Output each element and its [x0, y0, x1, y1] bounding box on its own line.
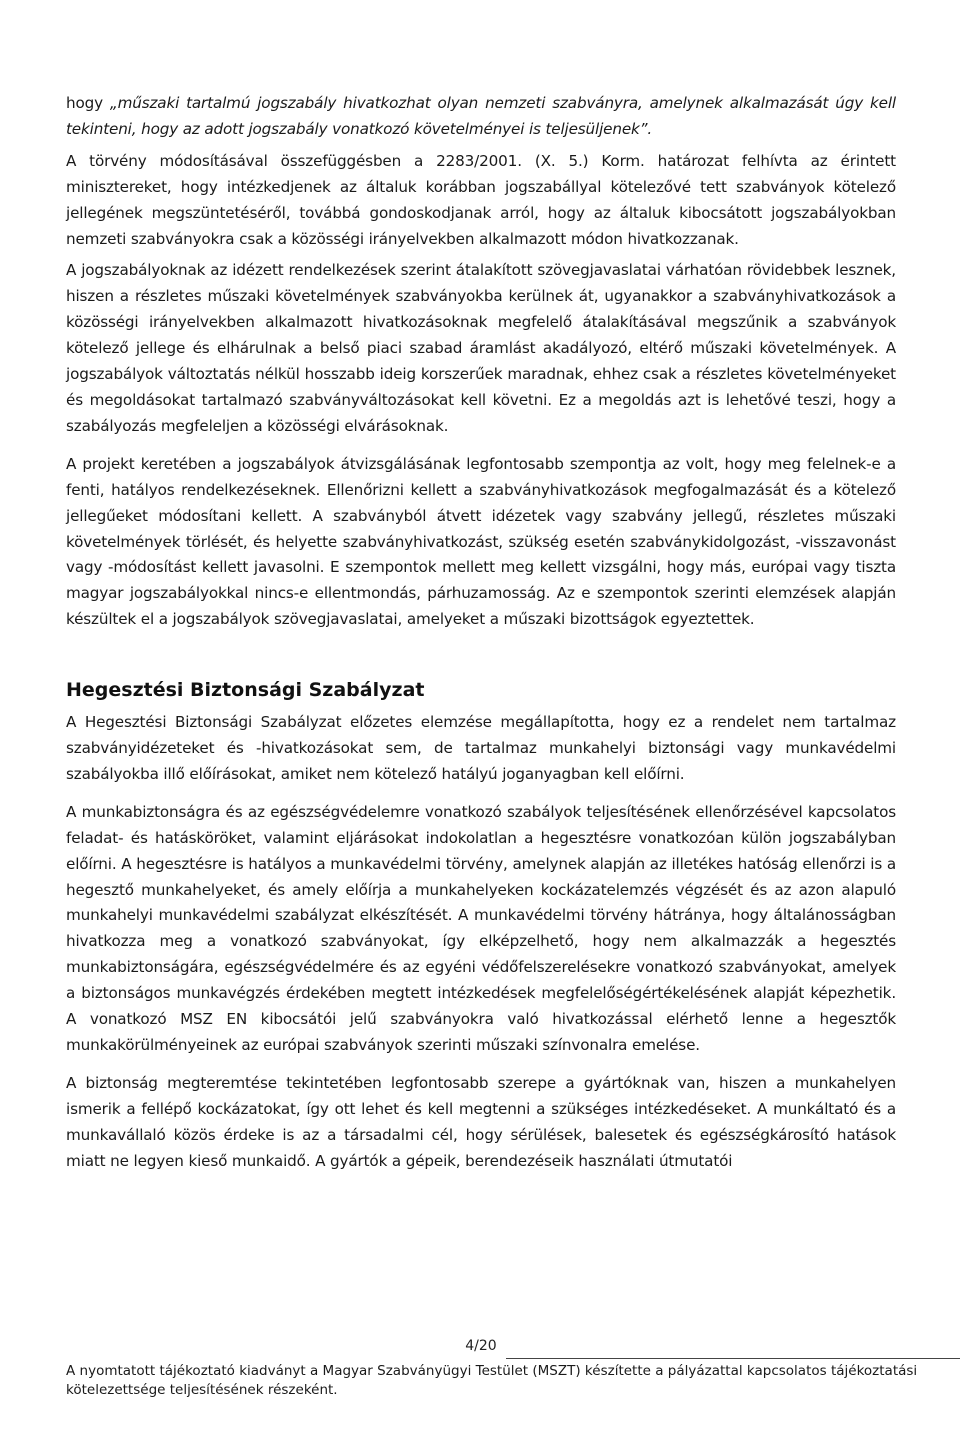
footer-divider	[506, 1358, 960, 1359]
section-paragraph: A biztonság megteremtése tekintetében legfontosabb szerepe a gyártóknak van, hiszen a munkahelyen ismerik a fellépő kockázatokat, így ott lehet és kell megtenni a szükséges intézkedéseket. A munkáltató és a munkavállaló közös érdeke is az a társadalmi cél, hogy sérülések, balesetek és egészségkárosító hatások miatt ne legyen kieső munkaidő. A gyártók a gépeik, berendezéseik használati útmutatói	[66, 1073, 896, 1170]
paragraph-intro-lead: hogy	[66, 94, 110, 112]
section-heading: Hegesztési Biztonsági Szabályzat	[66, 679, 425, 702]
section-paragraph: A Hegesztési Biztonsági Szabályzat előzetes elemzése megállapította, hogy ez a rendelet nem tartalmaz szabványidézeteket és -hivatkozásokat sem, de tartalmaz munkahelyi biztonsági vagy munkavédelmi szabályokba illő előírásokat, amiket nem kötelező hatályú joganyagban kell előírni.	[66, 713, 896, 783]
paragraph-amendment: A törvény módosításával összefüggésben a 2283/2001. (X. 5.) Korm. határozat felhívta az érintett minisztereket, hogy intézkedjenek az általuk korábban jogszabállyal kötelezővé tett szabványok kötelező jellegének megszüntetéséről, továbbá gondoskodjanak arról, hogy az általuk kibocsátott jogszabályokban nemzeti szabványokra csak a közösségi irányelvekben alkalmazott módon hivatkozzanak.	[66, 151, 896, 248]
page-footer	[66, 1338, 946, 1400]
paragraph-project-review: A projekt keretében a jogszabályok átvizsgálásának legfontosabb szempontja az volt, hogy meg felelnek-e a fenti, hatályos rendelkezéseknek. Ellenőrizni kellett a szabványhivatkozások megfogalmazását és a kötelező jellegűeket módosítani kellett. A szabványból átvett idézetek vagy szabvány jellegű, részletes műszaki követelmények törlését, és helyette szabványhivatkozást, szükség esetén szabványkidolgozást, -visszavonást vagy -módosítást kellett javasolni. E szempontok mellett meg kellett vizsgálni, hogy más, európai vagy tiszta magyar jogszabályokkal nincs-e ellentmondás, párhuzamosság. Az e szempontok szerinti elemzések alapján készültek el a jogszabályok szövegjavaslatai, amelyeket a műszaki bizottságok egyeztettek.	[66, 454, 896, 629]
paragraph-text-proposals: A jogszabályoknak az idézett rendelkezések szerint átalakított szövegjavaslatai várhatóan rövidebbek lesznek, hiszen a részletes műszaki követelmények szabványokba kerülnek át, ugyanakkor a szabványhivatkozások a közösségi irányelvekben alkalmazott hivatkozásoknak megfelelő átalakításával megszűnik a szabványok kötelező jellege és elhárulnak a belső piaci szabad áramlást akadályozó, eltérő műszaki követelmények. A jogszabályok változtatás nélkül hosszabb ideig korszerűek maradnak, ehhez csak a részletes követelményeket és megoldásokat tartalmazó szabványváltozásokat kell követni. Ez a megoldás azt is lehetővé teszi, hogy a szabályozás megfeleljen a közösségi elvárásoknak.	[66, 261, 896, 435]
footer-note: A nyomtatott tájékoztató kiadványt a Magyar Szabványügyi Testület (MSZT) készítette a pályázattal kapcsolatos tájékoztatási kötelezettsége teljesítésének részeként.	[66, 1363, 918, 1398]
paragraph-intro	[66, 91, 896, 143]
section-paragraph: A munkabiztonságra és az egészségvédelemre vonatkozó szabályok teljesítésének ellenőrzésével kapcsolatos feladat- és hatásköröket, valamint eljárásokat indokolatlan a hegesztésre vonatkozóan külön jogszabályban előírni. A hegesztésre is hatályos a munkavédelmi törvény, amelynek alapján az illetékes hatóság ellenőrzi is a hegesztő munkahelyeket, és amely előírja a munkahelyeken kockázatelemzés végzését és az azon alapuló munkahelyi munkavédelmi szabályzat elkészítését. A munkavédelmi törvény hátránya, hogy általánosságban hivatkozza meg a vonatkozó szabványokat, így elképzelhető, hogy nem alkalmazzák a hegesztés munkabiztonságára, egészségvédelmére és az egyéni védőfelszerelésekre vonatkozó szabványokat, amelyek a biztonságos munkavégzés érdekében megtett intézkedések megfelelőségértékelésének alapját képezhetik. A vonatkozó MSZ EN kibocsátói jelű szabványokra való hivatkozással elérhető lenne a hegesztők munkakörülményeinek az európai szabványok szerinti műszaki színvonalra emelése.	[66, 802, 896, 1054]
document-body	[66, 91, 896, 1187]
page-number: 4/20	[465, 1338, 497, 1354]
paragraph-intro-quote: „műszaki tartalmú jogszabály hivatkozhat olyan nemzeti szabványra, amelynek alkalmazását úgy kell tekinteni, hogy az adott jogszabály vonatkozó követelményei is teljesüljenek”.	[66, 94, 896, 138]
